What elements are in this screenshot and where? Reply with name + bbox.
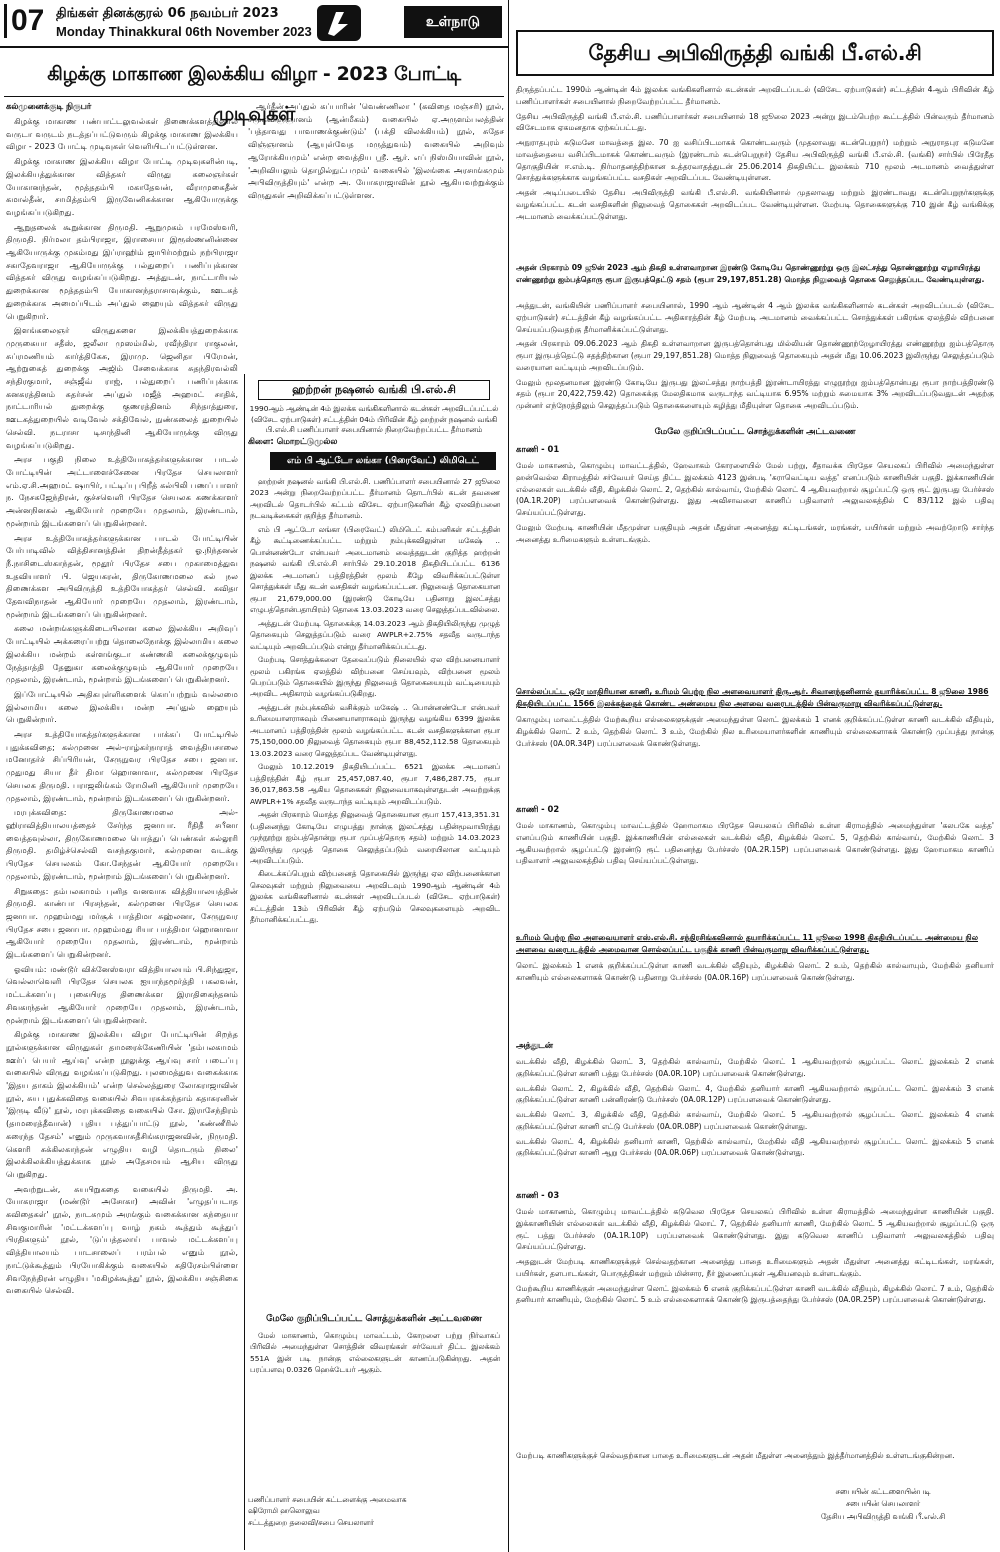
story-paragraph: கிழக்கு மாகாண இலக்கிய விழா போட்டி முடிவுகளின்படி, இலக்கியத்துக்கான வித்தகர் விருது கலைஞர்கள் யோகானந்தன், மூத்ததம்பி மகாதேவன், வீராமுகைதீன் கமால்தீன், சாமித்தம்பி இருவேனிசுக்கான ஆகியோருக்கு வழங்கப்படுகிறது. [6,156,238,217]
section-label: உள்நாடு [404,6,502,38]
story-paragraph: ஓவியம்: மண்டூர் விக்னேஸ்வரா வித்தியாலயம் பி.சிந்துஜா, வெல்லாவெளி பிரதேச செயலக ஐயாந்தமூர்த்தி பகலவன், மட்டக்களப்பு புகையிரத திணைக்கள இராதிகைந்தனம் சிவகாந்தன் ஆகியோர் முறையே முதலாம், இரண்டாம், மூன்றாம் இடங்களைப் பெறுகின்றனர். [6,963,238,1025]
story-paragraph: அரச பகுதி நிலை உத்தியோகத்தர்களுக்கான பாடல் போட்டியின் அட்டாளைச்சேனை பிரதேச செயலாளர் எம்.ஏ.சி.அஹமட் ஷாபிர், பட்டிப்பு பிறீத் கல்பிலி பணப் பாளர் ந. நேசகஜேந்திரன், குச்சவெளி பிரதேச செயலக கணக்காளர் அன்னநினகல் ஆகியோர் முறையே முதலாம், இரண்டாம், மூன்றாம் இடங்களைப் பெறுகின்றனர். [6,454,238,528]
together-body [516,1056,994,1186]
land-paragraph: வடக்கில் லொட் 4, கிழக்கில் தனியார் காணி, தெற்கில் கால்வாய், மேற்கில் வீதி ஆகியவற்றால் சூழப்பட்ட லொட் இலக்கம் 5 எனக் குறிக்கப்பட்டுள்ள காணி ஆறு பேர்ச்சஸ் (0A.0R.06P) பரப்பளவைக் கொண்டுள்ளது. [516,1136,994,1158]
story-paragraph: கிழக்கு மாகாண இலக்கிய விழா போட்டியின் சிறந்த நூல்களுக்கான விருதுகள் தாமரைக்கேணியின் 'தம்பலகாமம் ஊர்ப் பெயர் ஆய்வு' என்ற நூலுக்கு ஆய்வு சார் படைப்பு வகையில் விருது வழங்கப்படுகிறது. புலமைத்துவ வகைக்காக 'இதய தாகம் இலக்கியம்' என்ற செல்லத்துரை லோகராஜாவின் நூல், சுய புதுக்கவிதை வகையில் சிவபரசுக்கந்தாம் கதாசுரனின் 'இருடி வீடு' நூல், மரபுக்கவிதை வகையில் சோ. இராசேந்திரம் (தாமரைத்தீவான்) புதிய பத்துப்பாட்டு நூல், 'கண்ணீரில் கரைந்த தேசம்' எனும் முருகவாசுதீசிங்கராஜனவின், நிருமதி. கௌரி சுக்கிலகாந்தன் எழுதிய வழி தொடரும் நிலை' இலக்கிலக்கியத்துக்காக நூல் அதேசமயம் ஆசிய விருது பெறுகிறது. [6,1029,238,1179]
date-english: Monday Thinakkural 06th November 2023 [56,24,312,39]
land-paragraph: வடக்கில் லொட் 2, கிழக்கில் வீதி, தெற்கில் லொட் 4, மேற்கில் தனியார் காணி ஆகியவற்றால் சூழப்பட்ட லொட் இலக்கம் 3 எனக் குறிக்கப்பட்டுள்ள காணி பன்னிரண்டு பேர்ச்சஸ் (0A.0R.12P) பரப்பளவைக் கொண்டுள்ளது. [516,1083,994,1105]
story-column-2 [248,100,504,370]
hnb-signature-line: ஷிரோமி ஹலொலுவ [248,1506,320,1516]
hnb-paragraph: அத்துடன் நம்புக்கவில் வசிக்கும் மகேஷ் .. பொன்னண்டோ என்பவர் உரிமையாளராகவும் பிணையாளராகவும் இருந்து வழங்கிய 6399 இலக்க அடமானப் பத்திரத்தின் மூலம் வழங்கப்பட்ட கடன் வசதிகளுக்கான ரூபா 75,150,000.00 நிலுவைத் தொகையும் ரூபா 88,452,112.58 தொகையும் 13.03.2023 வரை செலுத்தப்பட வேண்டியுள்ளது. [250,702,500,758]
land-1-survey-line: சொல்லப்பட்ட ஒரே மாதிரியான காணி, உரிமம் பெற்ற நில அளவையாளர் திரு.ஆர். சிவானந்தனினால் தயாரிக்கப்பட்ட 8 ஜூலை 1986 திகதியிடப்பட்ட 1566 இலக்கத்தைக் கொண்ட அண்மைய நில அளவை வரைபடத்தில் பின்வருமாறு விவரிக்கப்பட்டுள்ளது. [516,687,989,708]
story-paragraph: கலை மன்றங்களுக்கிடையிலான கலை இலக்கிய அறிவுப் போட்டியில் அக்கரைப்பற்று தொலைநோக்கு இல்லாமிய கலை இலக்கிய மன்றம் கள்ளங்குடா கண்ணகி கலைக்குழுவும் நேத்தாத்தி தேனுகா கலைக்குழுவும் ஆகியோர் முறையே முதலாம், இரண்டாம், மூன்றாம் இடங்களைப் பெறுகின்றனர். [6,623,238,685]
land-paragraph: மேலும் மேற்படி காணியின் மீதமுள்ள பகுதியும் அதன் மீதுள்ள அனைத்து கட்டிடங்கள், மரங்கள், பயிர்கள் மற்றும் அவற்றோடு சார்ந்த அனைத்து உரிமைகளும் உள்ளடங்கும். [516,522,994,544]
story-paragraph: சிறுகதை: தம்பலகாமம் புனித வனவாசு வித்தியாலயத்தின் திருமதி. காண்பா பிரசந்தன், கல்முனை பிரதேச செயலக ஜனாபா. முஹம்மது மர்சூக் பாத்திமா சுஹ்லனா, சேருநுவர பிரதேச சபை ஜனாபா. முஹம்மது ரியா பாத்திமா ஹொனாவா ஆகியோர் முறையே முதலாம், இரண்டாம், மூன்றாம் இடங்களைப் பெறுகின்றனர். [6,885,238,960]
ndb-signature-line: தேசிய அபிவிருத்தி வங்கி பீ.எல்.சி [820,1511,946,1521]
hnb-paragraph: அதன் பிரகாரம் மொத்த நிலுவைத் தொகையான ரூபா 157,413,351.31 (பதினைந்து கோடியே எழுபத்து நான்கு இலட்சத்து பதின்மூவாயிரத்து முந்நூற்று ஐம்பத்தொன்று ரூபா முப்பத்தொரு சதம்) மற்றும் 14.03.2023 இலிருந்து முழுத் தொகை செலுத்தப்படும் வரையிலான வட்டியும் அறவிடப்படும். [250,810,500,865]
hnb-signature-line: பணிப்பாளர் சபையின் கட்டளைக்கு அமைவாக [248,1495,407,1504]
land-1-title: காணி - 01 [516,444,560,454]
ndb-main [516,300,994,420]
land-2-title: காணி - 02 [516,804,560,814]
ndb-closing: மேற்படி காணிகளுக்குச் செல்வதற்கான பாதை உரிமைகளுடன் அதன் மீதுள்ள அனைத்தும் இத்தீர்மானத்தில் உள்ளடங்குகின்றன. [516,1451,955,1460]
ndb-paragraph: மேலும் மூலதனமான இரண்டு கோடியே இருபது இலட்சத்து நாற்பத்தி இரண்டாயிரத்து எழுநூற்று ஐம்பத்தொன்பது ரூபா நாற்பத்திரண்டு சதம் (ரூபா 20,422,759.42) தொகைக்கு மேலதிகமாக வருடாந்த வட்டியாக 6.95% மற்றும் சுமையாக 3% அறவிடப்படுவதுடன் அதற்கு முன்னர் எந்நேரத்திலும் செலுத்தப்படும் தொகைகளையும் கழித்து மீதியுள்ள தொகை அறவிடப்படும். [516,377,994,411]
hnb-paragraph: மேற்படி சொத்துக்களை தேவைப்படும் நிலையில் ஏல விற்பனையாளர் மூலம் பகிரங்க ஏலத்தில் விற்பனை செய்யவும், விற்பனை மூலம் பெறப்படும் தொகையில் இருந்து நிலுவைத் தொகையையும் வட்டியையும் அறவிட அதிகாரம் வழங்கப்படுகிறது. [250,655,500,699]
story-paragraph: கிழக்கு மாகாண பண்பாட்டலுவல்கள் திணைக்களத்தினால் வருடா வருடம் நடத்தப்பட்டுவரும் கிழக்கு மாகாண இலக்கிய விழா - 2023 போட்டி முடிவுகள் வெளியிடப்பட்டுள்ளன. [6,116,238,152]
ndb-paragraph: தேசிய அபிவிருத்தி வங்கி பீ.எல்.சி. பணிப்பாளர்கள் சபையினால் 18 ஜூலை 2023 அன்று இடம்பெற்ற கூட்டத்தில் பின்வரும் தீர்மானம் விசேடமாக ஏகமனதாக ஏற்கப்பட்டது. [516,111,994,133]
story-column-1 [6,100,238,1550]
story-paragraph: இப்போட்டியில் அதிகபுள்ளிகளைக் கொப்பற்றும் வல்லமை இல்லாமிய கலை இலக்கிய மன்ற அப்துல் ஹையும் பெறுகின்றார். [6,688,238,725]
land-paragraph: மேல் மாகாணம், கொழும்பு மாவட்டத்தில் கடுவெல பிரதேச செயலகப் பிரிவில் உள்ள கிராமத்தில் அமைந்துள்ள காணியின் பகுதி. இக்காணியின் எல்லைகள் வடக்கில் வீதி, கிழக்கில் லொட் 7, தெற்கில் தனியார் காணி, மேற்கில் லொட் 5 ஆகியவற்றால் சூழப்பட்டு ஒரு ரூட் பத்து பேர்ச்சஸ் (0A.1R.10P) பரப்பளவைக் கொண்டுள்ளது. இது கடுவெல காணிப் பதிவாளர் அலுவலகத்தில் பதிவு செய்யப்பட்டுள்ளது. [516,1207,994,1252]
land-paragraph: மேல் மாகாணம், கொழும்பு மாவட்டத்தில் ஹோமாகம பிரதேச செயலகப் பிரிவில் உள்ள கிராமத்தில் அமைந்துள்ள 'கலபகே வத்த' எனப்படும் காணியின் பகுதி. இக்காணியின் எல்லைகள் வடக்கில் வீதி, கிழக்கில் லொட் 5, தெற்கில் கால்வாய், மேற்கில் லொட் 3 ஆகியவற்றால் சூழப்பட்டு இரண்டு ரூட் பதினைந்து பேர்ச்சஸ் (0A.2R.15P) பரப்பளவைக் கொண்டுள்ளது. இது ஹோமாகம காணிப் பதிவாளர் அலுவலகத்தில் பதிவு செய்யப்பட்டுள்ளது. [516,821,994,866]
hnb-borrower-heading: எம் பி ஆட்டோ லங்கா (பிரைவேட்) லிமிடெட் [270,452,496,470]
date-tamil: திங்கள் தினக்குரல் 06 நவம்பர் 2023 [56,6,279,21]
land-3-body [516,1206,994,1446]
ndb-amount-line: அதன் பிரகாரம் 09 ஜூன் 2023 ஆம் திகதி உள்ளவாறான இரண்டு கோடியே தொண்ணூற்று ஒரு இலட்சத்து தொண்ணூற்று ஏழாயிரத்து எண்ணூற்று ஐம்பத்தொரு ரூபா இருபத்தெட்டு சதம் (ரூபா 29,197,851.28) மொத்த நிலுவைத் தொகை செலுத்தப்பட வேண்டியுள்ளது. [516,263,985,284]
story-headline: கிழக்கு மாகாண இலக்கிய விழா - 2023 போட்டி முடிவுகள் [47,63,461,125]
thinakkural-logo-icon [316,4,362,42]
land-paragraph: மேல் மாகாணம், கொழும்பு மாவட்டத்தில், ஹேவாகம் கோரளையில் மேல் பற்று, சீதாவக்க பிரதேச செயலகப் பிரிவில் அமைந்துள்ள ஹன்வெல்ல கிராமத்தில் சர்வேயர் செய்த திட்ட இலக்கம் 4123 இன்படி 'சுராவெட்டிய வத்த' எனப்படும் காணியின் பகுதி. இக்காணியின் எல்லைகள் வடக்கில் வீதி, கிழக்கில் லொட் 2, தெற்கில் கால்வாய், மேற்கில் லொட் 4 ஆகியவற்றால் சூழப்பட்டு ஒரு ரூட் இருபது பேர்ச்சஸ் (0A.1R.20P) பரப்பளவைக் கொண்டுள்ளது. இது அவிசாவளை காணிப் பதிவாளர் அலுவலகத்தில் C 83/112 இல் பதிவு செய்யப்பட்டுள்ளது. [516,461,994,518]
together-label: அத்துடன் [516,1040,553,1050]
land-paragraph: கொழும்பு மாவட்டத்தில் மேற்கூறிய எல்லைகளுக்குள் அமைந்துள்ள லொட் இலக்கம் 1 எனக் குறிக்கப்பட்டுள்ள காணி வடக்கில் வீதியும், கிழக்கில் லொட் 2 உம், தெற்கில் லொட் 3 உம், மேற்கில் நில உரிமையாளர்களின் காணியும் எல்லைகளாகக் கொண்டு முப்பத்து நான்கு பேர்ச்சஸ் (0A.0R.34P) பரப்பளவைக் கொண்டுள்ளது. [516,715,994,748]
hnb-paragraph: ஹற்றன் நஷனல் வங்கி பி.எல்.சி. பணிப்பாளர் சபையினால் 27 ஜூலை 2023 அன்று நிறைவேற்றப்பட்ட தீர்மானம் தொடர்பில் கடன் தவணை அறவிடல் தொடர்பில் கட்டம் விசேட ஏற்பாடுகளின் கீழ் ஏலவிற்பனை நடவடிக்கைகள் குறித்த தீர்மானம். [250,477,500,521]
land-paragraph: வடக்கில் லொட் 3, கிழக்கில் வீதி, தெற்கில் கால்வாய், மேற்கில் லொட் 5 ஆகியவற்றால் சூழப்பட்ட லொட் இலக்கம் 4 எனக் குறிக்கப்பட்டுள்ள காணி எட்டு பேர்ச்சஸ் (0A.0R.08P) பரப்பளவைக் கொண்டுள்ளது. [516,1110,994,1131]
land-3-title: காணி - 03 [516,1190,560,1200]
story-paragraph: அரச உத்தியோகத்தர்களுக்கான பாக்கப் போட்டியில் புதுக்கவிதை; கல்முனை அல்-ராழ்கர்நாராத் வைத்தியசாலை மனோதர்ச் சிப்பிரியன், சேருநுவர பிரதேச சபை ஜனபா. முதுமது சியா தீர் திமா ஹொனாவா, கல்முனை பிரதேச செயலக திருமதி. பராஜலிங்கம் ரோமினி ஆகியோர் முறையே முதலாம், இரண்டாம், மூன்றாம் இடங்களைப் பெறுகின்றனர். [6,729,238,803]
byline: கல்முனைக்குடி நிருபர் [6,101,92,111]
ndb-title: தேசிய அபிவிருத்தி வங்கி பீ.எல்.சி [516,30,994,76]
hnb-paragraph: கிடைக்கப்பெறும் விற்பனைத் தொகையில் இருந்து ஏல விற்பனைக்கான செலவுகள் மற்றும் நிலுவையை அறவிடவும் 1990ஆம் ஆண்டின் 4ம் இலக்க வங்கிகளினால் கடன்கள் அறவிடப்படல் (விசேட ஏற்பாடுகள்) சட்டத்தின் 13ம் பிரிவின் கீழ் ஏற்படும் செலவுகளையும் அறவிட தீர்மானிக்கப்பட்டது. [250,869,500,925]
hnb-paragraph: எம் பி ஆட்டோ லங்கா (பிரைவேட்) லிமிடெட் கம்பனிகள் சட்டத்தின் கீழ் கூட்டிணைக்கப்பட்ட மற்றும் நம்புக்கவிலுள்ள மகேஷ் .. பொன்னண்டோ என்பவர் அடைமானம் வைத்ததுடன் குறித்த ஹற்றன் நஷனல் வங்கி பி.எல்.சி சார்பில் 29.10.2018 திகதியிடப்பட்ட 6136 இலக்க அடமானப் பத்திரத்தின் மூலம் கீழே விவரிக்கப்பட்டுள்ள சொத்துக்கள் மீது கடன் வசதிகள் வழங்கப்பட்டன. நிலுவைத் தொகையான ரூபா 21,679,000.00 (இரண்டு கோடியே பதினாறு இலட்சத்து எழுபத்தொன்பதாயிரம்) தொகை 13.03.2023 வரை செலுத்தப்படவில்லை. [250,524,500,615]
story-paragraph: அவற்றுடன், சுயபிறுகதை வகையில் திருமதி. அ. யோகராஜா (மண்டூர் அசோகா) அவின் 'எழுதப்படாத கவிதைகள்' நூல், நாடகமும் அரங்கும் வகைக்கான கந்தையா சிவகுமாரின் 'மட்டக்களப்பு வாழ் நகம் கூத்தும் கூத்துப் பிரதிகளும்' நூல், 'டுப்பத்தலாய் பாவல் மட்டக்களப்பு வித்தியாலயம் பாடசாலைப் பரம்பல் எனும் நூல், நாட்டுக்கூத்தும் பிரயோகிக்கும் வகையில் கதிரேசம்பிள்ளை சிவநேந்திரன் எழுதிய 'மகிழக்கூத்து' நூல், இலக்கிய சஞ்சிகை வகையில் செல்வி. [6,1183,238,1296]
hnb-banner: ஹற்றன் நஷனல் வங்கி பி.எல்.சி [258,380,490,400]
headline-rule [4,96,504,97]
ndb-paragraph: அதன் அடிப்படையில் தேசிய அபிவிருத்தி வங்கி பீ.எல்.சி. வங்கியினால் முதலாவது மற்றும் இரண்டாவது கடன்பெறுநர்களுக்கு வழங்கப்பட்ட கடன் வசதிகளின் நிலுவைத் தொகைகள் அறவிடப்பட வேண்டியுள்ளன. மேற்படி தொகைகளுக்கு 710 இன் கீழ் வங்கிக்கு அடமானம் வைக்கப்பட்டுள்ளது. [516,188,994,221]
land-paragraph: மேற்கூறிய காணிக்குள் அமைந்துள்ள லொட் இலக்கம் 6 எனக் குறிக்கப்பட்டுள்ள காணி வடக்கில் வீதியும், கிழக்கில் லொட் 7 உம், தெற்கில் தனியார் காணியும், மேற்கில் லொட் 5 உம் எல்லைகளாகக் கொண்டு இருபத்தைந்து பேர்ச்சஸ் (0A.0R.25P) பரப்பளவைக் கொண்டுள்ளது. [516,1283,994,1305]
land-paragraph: வடக்கில் வீதி, கிழக்கில் லொட் 3, தெற்கில் கால்வாய், மேற்கில் லொட் 1 ஆகியவற்றால் சூழப்பட்ட லொட் இலக்கம் 2 எனக் குறிக்கப்பட்டுள்ள காணி பத்து பேர்ச்சஸ் (0A.0R.10P) பரப்பளவைக் கொண்டுள்ளது. [516,1057,994,1078]
hnb-schedule-heading: மேலே குறிப்பிடப்பட்ட சொத்துக்களின் அட்டவணை [266,1314,482,1324]
hnb-schedule-body [250,1330,500,1490]
land-paragraph: அதனுடன் மேற்படி காணிகளுக்குச் செல்வதற்கான அனைத்து பாதை உரிமைகளும் அதன் மீதுள்ள அனைத்து கட்டிடங்கள், மரங்கள், பயிர்கள், தளபாடங்கள், பொருத்திகள் மற்றும் மின்சார, நீர் இணைப்புகள் ஆகியனவும் உள்ளடங்கும். [516,1257,994,1278]
header-rule [0,46,508,48]
column-divider [508,0,509,1552]
land-1-body [516,460,994,680]
ndb-paragraph: அநுராதபுரம் கடுமனே மாவத்தை இல. 70 ஐ வசிப்பிடமாகக் கொண்டவரும் (முதலாவது கடன்பெறுநர்) மற்றும் அநுராதபுர கடுமனே மாவத்தையை வசிப்பிடமாகக் கொண்டவரும் (இரண்டாம் கடன்பெறுநர்) தேசிய அபிவிருத்தி வங்கி பீ.எல்.சி. (வங்கி) சார்பில் பிரேதீத தொகுதியின் ஈ.எம்.டி. நிர்மாதனத்திற்கான உத்தரவாதத்துடன் 25.06.2014 திகதியிட்ட இலக்கம் 710 மூலம் அடமானம் வைத்துள்ள சொத்துக்களுக்காக வழங்கப்பட்ட வசதிகள் அறவிடப்பட வேண்டியுள்ளன. [516,138,994,183]
page-number: 07 [4,4,44,38]
hnb-signature-line: சட்டத்துறை தலைவி/சபை செயலாளர் [248,1517,374,1527]
story-paragraph: ஆறுதலைக் கூறுக்கான திருமதி. ஆறுமுகம் பரமேஸ்வரி, திருமதி. நிர்மலா தம்பிராஜா, இராசையா இரூஸ்ணனின்னை ஆகியோருக்கு முகம்மது இப்ராஹிம் ஜாபிர்மற்றும் நற்பிராஜா சகாதேவராஜா ஆகியோருக்கு பல்துறைப் பணிப்புக்கான வித்தகர் விருது வழங்கப்படுகிறது. அத்துடன், நாட்டாரியல் துறைக்கான மூத்ததம்பி யோகானந்தராசாவுக்கும், ஊடகத் துறைக்காக அமைப்பிடம் அப்துல் ஹையும் வித்தகர் விருது பெறுகிறார். [6,221,238,321]
ndb-paragraph: அத்துடன், வங்கியின் பணிப்பாளர் சபையினால், 1990 ஆம் ஆண்டின் 4 ஆம் இலக்க வங்கிகளினால் கடன்கள் அறவிடப்படல் (விசேட ஏற்பாடுகள்) சட்டத்தின் கீழ் வழங்கப்பட்ட அதிகாரத்தின் கீழ் மேற்படி அடமானம் வைக்கப்பட்ட சொத்துக்கள் பகிரங்க ஏலத்தில் விற்பனை செய்யப்படுவதற்கு தீர்மானிக்கப்பட்டுள்ளது. [516,301,994,334]
land-2-survey-line: உரிமம் பெற்ற நில அளவையாளர் எஸ்.எல்.சி. சந்திரசிங்கவினால் தயாரிக்கப்பட்ட 11 ஜூலை 1998 திகதியிடப்பட்ட அண்மைய நில அளவை வரைபடத்தில் அமைவான சொல்லப்பட்ட பகுதிக் காணி பின்வருமாறு விவரிக்கப்பட்டுள்ளது. [516,933,979,954]
story-paragraph: ஆர்தீன் அப்துல் கப்பாரின் 'வெண்ணிலா ' (கவிதை மஞ்சரி) நூல், சமூகவிஞ்ஞானம் (ஆன்மீகம்) வகையில் ஏ.அருளம்பலத்தின் 'பத்தாவது பாவாணக்குண்டும்' (பக்தி விலக்கியம்) நூல், சுதேச விஞ்ஞானம் (ஆயுள்வேத மருத்துவம்) வகையில் அறிவும் ஆரோக்கியமும்' என்ற வைத்திய ஸ்ரீ. ஆர். எப் நிஸ்மியாவின் நூல், 'அறிவியலும் தொழில்நுட்பமும்' வகையில் 'இலங்கை அரசாங்கமும் அபிவிருத்தியும்' என்ற அ. யோகராஜாவின் நூல் ஆகியவற்றுக்கும் விருதுகள் அறிவிக்கப்பட்டுள்ளன. [248,101,504,200]
hnb-paragraph: மேலும் 10.12.2019 திகதியிடப்பட்ட 6521 இலக்க அடமானப் பத்திரத்தின் கீழ் ரூபா 25,457,087.40, ரூபா 7,486,287.75, ரூபா 36,017,863.58 ஆகிய தொகைகள் நிலுவையாகவுள்ளதுடன் அவற்றுக்கு AWPLR+1% சதவீத வருடாந்த வட்டியும் அறவிடப்படும். [250,762,500,806]
ndb-paragraph: அதன் பிரகாரம் 09.06.2023 ஆம் திகதி உள்ளவாறான இருபத்தொன்பது மில்லியன் தொண்ணூற்றேழாயிரத்து எண்ணூற்று ஐம்பத்தொரு ரூபா இருபத்தெட்டு சதத்திற்கான (ரூபா 29,197,851.28) மொத்த நிலுவைத் தொகையும் அதன் மீது 10.06.2023 இலிருந்து செலுத்தப்படும் வரையான வட்டியும் அறவிடப்படும். [516,339,994,372]
hnb-branch: கிளை: மொறட்டுமுல்ல [248,436,338,446]
ndb-intro [516,84,994,256]
story-paragraph: இளங்கலைஞர் விருதுகளை இலக்கியத்துறைக்காக முருகையா சதீஸ், ஜலீலா முஸம்மில், ரவீந்திரா ராகுலன், சுப்ரமணியம் கார்த்திகேசு, இராமு. ஜெனிதா பிரேமன், ஆற்றுகைத் துறைக்கு அஜிம் சேவைக்காக சுதந்திரவல்லி சந்திரகுமார், சஞ்ஜீவ் ராஜ், பல்துறைப் பணிப்புக்காக கனகரத்தினம் சுதர்சன் அப்துல் மஜீத் அஹமட் சாதிக், நாட்டாரியல் துறைக்கு குணரத்தினம் சிந்தாத்துரை, ஊடகத்துறையில் வடிவேல் சக்திவேல், நுண்கலைத் துறையில் செல்வி. நடராசா டிசாந்தினி ஆகியோருக்கு விருது வழங்கப்படுகிறது. [6,325,238,450]
story-paragraph: அரச உத்தியோகத்தர்களுக்கான பாடல் போட்டியின் பேர்பாடிவில் வித்திசானத்தின் திறன்தீத்தகர் ஓ.நிந்தனன் நீ.நாசிடைஸ்காந்தன், மூதூர் பிரதேச சபை முகாமைத்துவ உதவியாளர் பி. ஜெயகரன், திருகோணமலை கல் நல திணைக்கள அபிவிருத்தி உத்தியோகத்தர் செல்வி. கவிதா தேவவிநாதன் ஆகியோர் முறையே முதலாம், இரண்டாம், மூன்றாம் இடங்களைப் பெறுகின்றனர். [6,532,238,619]
ndb-paragraph: திருத்தப்பட்ட 1990ம் ஆண்டின் 4ம் இலக்க வங்கிகளினால் கடன்கள் அறவிடப்படல் (விசேட ஏற்பாடுகள்) சட்டத்தின் 4ஆம் பிரிவின் கீழ் பணிப்பாளர்கள் சபையினால் நிறைவேற்றப்பட்ட தீர்மானம். [516,85,994,106]
ndb-schedule-heading: மேலே குறிப்பிடப்பட்ட சொத்துக்களின் அட்டவணை [654,426,856,436]
hnb-paragraph: அத்துடன் மேற்படி தொகைக்கு 14.03.2023 ஆம் திகதியிலிருந்து முழுத் தொகையும் செலுத்தப்படும் வரை AWPLR+2.75% சதவீத வருடாந்த வட்டியும் அறவிடப்படும் என்று தீர்மானிக்கப்பட்டது. [250,618,500,651]
hnb-subtitle: 1990ஆம் ஆண்டின் 4ம் இலக்க வங்கிகளினால் கடன்கள் அறவிடப்பட்டல் (விசேட ஏற்பாடுகள்) சட்டத்தின் 04ம் பிரிவின் கீழ் ஹற்றன் நஷனல் வங்கி பி.எல்.சி பணிப்பாளர் சபையினால் நிறைவேற்றப்பட்ட தீர்மானம் [249,404,499,435]
ndb-signature [776,1486,990,1523]
hnb-notice-body [250,476,500,1310]
land-1b-body [516,714,994,798]
land-2b-body [516,960,994,1034]
story-paragraph: மரபுக்கவிதை: திருகோணமலை அல்-ஹிராவித்தியாலயத்தைச் சேர்ந்த ஜனாபா. ரீதிதீ சபீனா வைத்தவுல்லா, திருகோணமலை பொத்துப் பெண்கள் கல்லூரி திருமதி. தமிழ்ச்செல்வி வசந்தகுமார், கல்முனை வடக்கு பிரதேச செயலகம் கோ.சேந்தன் ஆகியோர் முறையே முதலாம், இரண்டாம், மூன்றாம் இடங்களைப் பெறுகின்றனர். [6,807,238,881]
hnb-schedule-paragraph: மேல் மாகாணம், கொழும்பு மாவட்டம், கோறளை பற்று நிர்வாகப் பிரிவில் அமைந்துள்ள சொத்தின் விவரங்கள் சர்வேயர் திட்ட இலக்கம் 551A இன் படி நான்கு எல்லைகளுடன் காணப்படுகின்றது. அதன் பரப்பளவு 0.0326 ஹெக்டேயர் ஆகும். [250,1331,500,1375]
land-paragraph: லொட் இலக்கம் 1 எனக் குறிக்கப்பட்டுள்ள காணி வடக்கில் வீதியும், கிழக்கில் லொட் 2 உம், தெற்கில் கால்வாயும், மேற்கில் தனியார் காணியும் எல்லைகளாகக் கொண்டு பதினாறு பேர்ச்சஸ் (0A.0R.16P) பரப்பளவைக் கொண்டுள்ளது. [516,961,994,982]
land-2-body [516,820,994,928]
hnb-signature [248,1494,500,1528]
ndb-signature-line: சபையின் கட்டளையின்படி [835,1487,931,1496]
ndb-signature-line: சபையின் செயலாளர் [845,1499,921,1509]
